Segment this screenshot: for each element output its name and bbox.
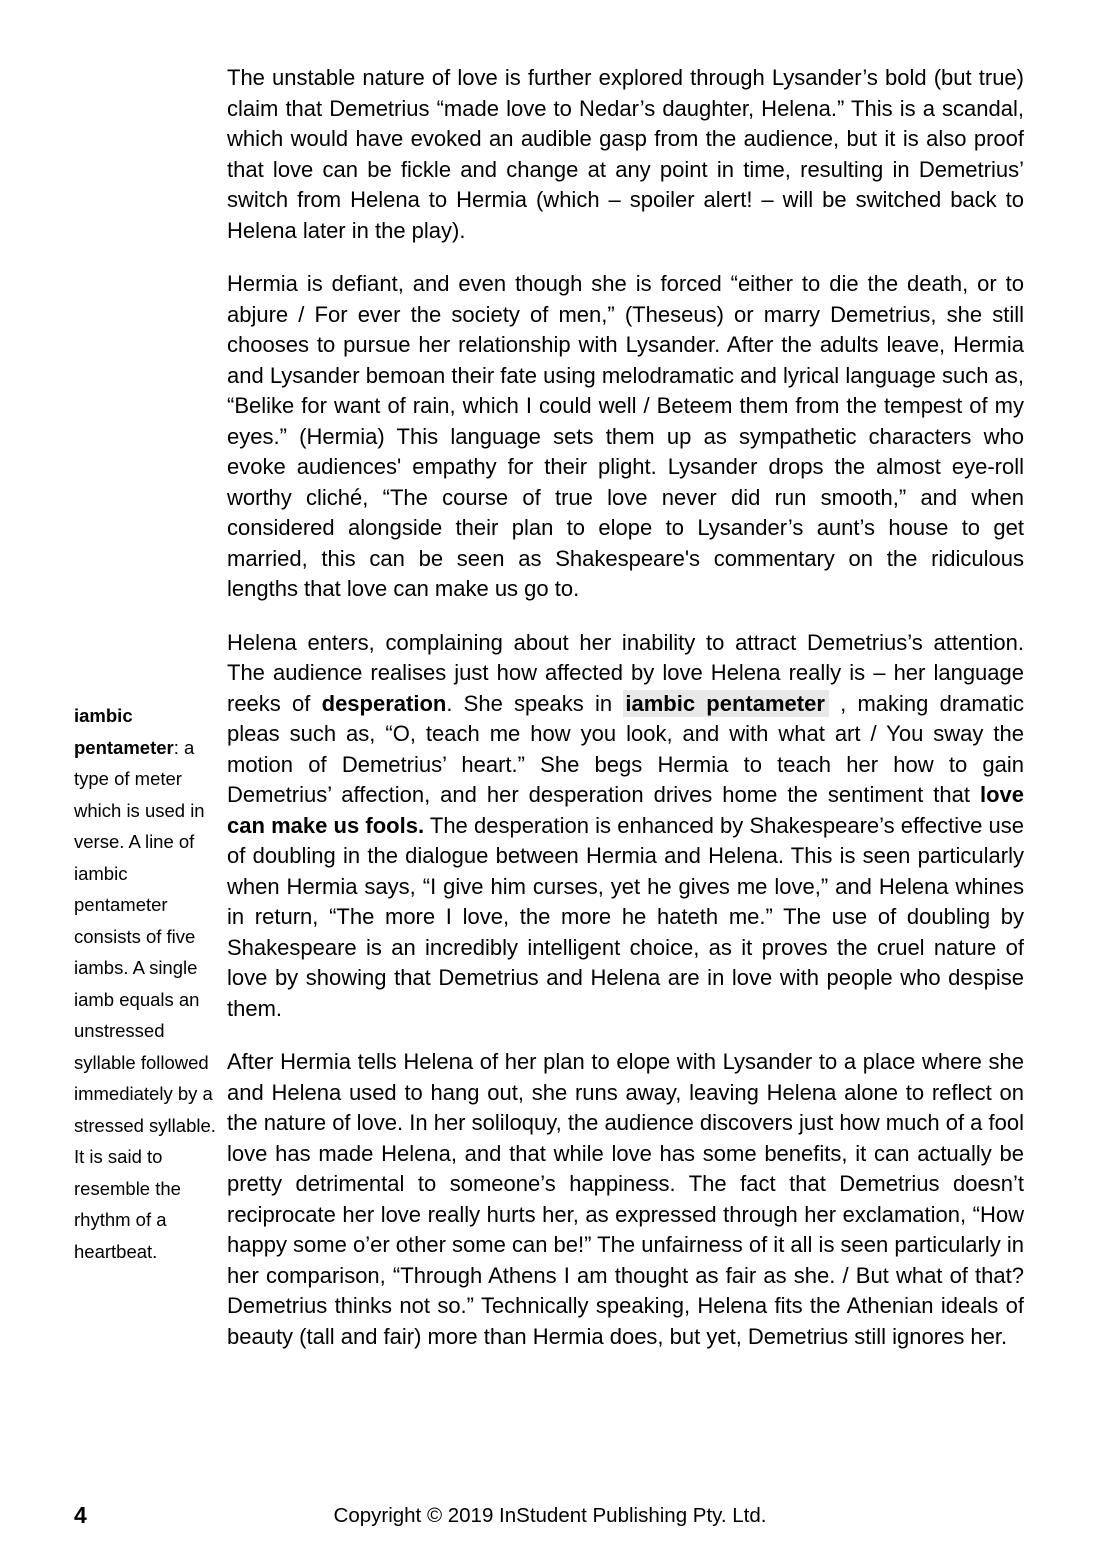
copyright-line: Copyright © 2019 InStudent Publishing Pty. Ltd. [333,1504,767,1527]
paragraph-4: After Hermia tells Helena of her plan to elope with Lysander to a place where she and Helena used to hang out, she runs away, leaving Helena alone to reflect on the nature of love. In her soliloquy, the audience discovers just how much of a fool love has made Helena, and that while love has some benefits, it can actually be pretty detrimental to someone’s happiness. The fact that Demetrius doesn’t reciprocate her love really hurts her, as expressed through her exclamation, “How happy some o’er other some can be!” The unfairness of it all is seen particularly in her comparison, “Through Athens I am thought as fair as she. / But what of that? Demetrius thinks not so.” Technically speaking, Helena fits the Athenian ideals of beauty (tall and fair) more than Hermia does, but yet, Demetrius still ignores her. [227,1049,1024,1349]
page-number: 4 [74,1502,87,1528]
margin-note-text: iambic pentameter: a type of meter which is used in verse. A line of iambic pentameter consists of five iambs. A single iamb equals an unstressed syllable followed immediately by a stressed syllable. It is said to resemble the rhythm of a heartbeat. [74,705,216,1262]
paragraph-1: The unstable nature of love is further explored through Lysander’s bold (but true) claim that Demetrius “made love to Nedar’s daughter, Helena.” This is a scandal, which would have evoked an audible gasp from the audience, but it is also proof that love can be fickle and change at any point in time, resulting in Demetrius’ switch from Helena to Hermia (which – spoiler alert! – will be switched back to Helena later in the play). [227,65,1024,243]
margin-note [74,700,220,1267]
paragraph-2: Hermia is defiant, and even though she is forced “either to die the death, or to abjure / For ever the society of men,” (Theseus) or marry Demetrius, she still chooses to pursue her relationship with Lysander. After the adults leave, Hermia and Lysander bemoan their fate using melodramatic and lyrical language such as, “Belike for want of rain, which I could well / Beteem them from the tempest of my eyes.” (Hermia) This language sets them up as sympathetic characters who evoke audiences' empathy for their plight. Lysander drops the almost eye-roll worthy cliché, “The course of true love never did run smooth,” and when considered alongside their plan to elope to Lysander’s aunt’s house to get married, this can be seen as Shakespeare's commentary on the ridiculous lengths that love can make us go to. [227,271,1024,601]
paragraph-3: Helena enters, complaining about her inability to attract Demetrius’s attention. The audience realises just how affected by love Helena really is – her language reeks of desperation. She speaks in iambic pentameter , making dramatic pleas such as, “O, teach me how you look, and with what art / You sway the motion of Demetrius’ heart.” She begs Hermia to teach her how to gain Demetrius’ affection, and her desperation drives home the sentiment that love can make us fools. The desperation is enhanced by Shakespeare’s effective use of doubling in the dialogue between Hermia and Helena. This is seen particularly when Hermia says, “I give him curses, yet he gives me love,” and Helena whines in return, “The more I love, the more he hateth me.” The use of doubling by Shakespeare is an incredibly intelligent choice, as it proves the cruel nature of love by showing that Demetrius and Helena are in love with people who despise them. [227,629,1025,1021]
page-footer [0,1502,1100,1542]
body-column [227,63,1024,1375]
